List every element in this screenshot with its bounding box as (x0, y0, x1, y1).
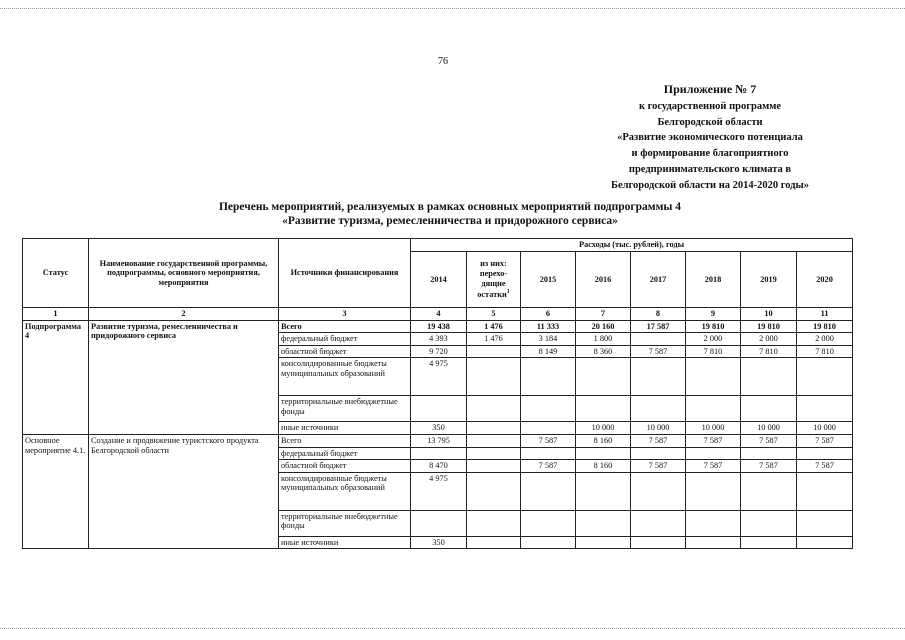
value-cell (576, 472, 631, 510)
value-cell (467, 447, 521, 460)
value-cell: 1 476 (467, 320, 521, 333)
source-cell: Всего (279, 320, 411, 333)
value-cell: 20 160 (576, 320, 631, 333)
value-cell (686, 472, 741, 510)
value-cell (411, 510, 467, 536)
value-cell (576, 536, 631, 549)
value-cell: 7 810 (797, 345, 853, 358)
value-cell: 7 810 (686, 345, 741, 358)
title-line-2: «Развитие туризма, ремесленничества и придорожного сервиса» (282, 215, 618, 227)
value-cell: 7 587 (797, 434, 853, 447)
value-cell (741, 472, 797, 510)
source-cell: консолидированные бюджеты муниципальных образований (279, 358, 411, 396)
name-cell: Создание и продвижение туристского продукта Белгородской области (89, 434, 279, 548)
status-cell: Подпрограмма 4 (23, 320, 89, 434)
appendix-line: Белгородской области (657, 116, 763, 128)
value-cell: 7 587 (521, 460, 576, 473)
value-cell: 1 476 (467, 333, 521, 346)
value-cell: 10 000 (741, 422, 797, 435)
value-cell (467, 358, 521, 396)
column-index: 1 (23, 308, 89, 321)
value-cell (686, 396, 741, 422)
value-cell: 19 810 (741, 320, 797, 333)
value-cell (467, 472, 521, 510)
header-year: 2015 (521, 252, 576, 308)
header-year: 2017 (631, 252, 686, 308)
value-cell: 7 587 (521, 434, 576, 447)
value-cell: 1 800 (576, 333, 631, 346)
value-cell: 10 000 (686, 422, 741, 435)
value-cell (631, 333, 686, 346)
value-cell: 19 810 (797, 320, 853, 333)
source-cell: областной бюджет (279, 345, 411, 358)
document-title (110, 200, 790, 228)
page-number: 76 (438, 56, 448, 67)
value-cell (467, 510, 521, 536)
value-cell: 350 (411, 536, 467, 549)
header-of-them: из них: перехо-дящие остатки$^1$ (467, 252, 521, 308)
value-cell (686, 447, 741, 460)
value-cell (467, 396, 521, 422)
value-cell: 10 000 (576, 422, 631, 435)
value-cell (411, 396, 467, 422)
value-cell (576, 510, 631, 536)
column-index: 9 (686, 308, 741, 321)
value-cell: 350 (411, 422, 467, 435)
value-cell (631, 472, 686, 510)
header-name: Наименование государственной программы, подпрограммы, основного мероприятия, мероприятия (89, 239, 279, 308)
value-cell: 8 360 (576, 345, 631, 358)
header-source: Источники финансирования (279, 239, 411, 308)
value-cell (631, 396, 686, 422)
value-cell (797, 472, 853, 510)
value-cell: 10 000 (631, 422, 686, 435)
header-status: Статус (23, 239, 89, 308)
value-cell (467, 345, 521, 358)
value-cell: 7 587 (686, 460, 741, 473)
value-cell (797, 358, 853, 396)
title-line-1: Перечень мероприятий, реализуемых в рамках основных мероприятий подпрограммы 4 (218, 201, 682, 213)
value-cell (741, 396, 797, 422)
source-cell: федеральный бюджет (279, 333, 411, 346)
header-expenses: Расходы (тыс. рублей), годы (411, 239, 853, 252)
header-year: 2014 (411, 252, 467, 308)
column-index: 6 (521, 308, 576, 321)
value-cell (797, 510, 853, 536)
value-cell: 4 975 (411, 472, 467, 510)
value-cell (686, 510, 741, 536)
column-index: 10 (741, 308, 797, 321)
value-cell (686, 358, 741, 396)
source-cell: территориальные внебюджетные фонды (279, 510, 411, 536)
footnote-mark: 1 (506, 289, 510, 296)
value-cell: 8 470 (411, 460, 467, 473)
value-cell (741, 510, 797, 536)
value-cell: 2 000 (797, 333, 853, 346)
source-cell: областной бюджет (279, 460, 411, 473)
value-cell (411, 447, 467, 460)
source-cell: иные источники (279, 422, 411, 435)
value-cell (521, 536, 576, 549)
value-cell: 8 149 (521, 345, 576, 358)
header-year: 2016 (576, 252, 631, 308)
value-cell (521, 396, 576, 422)
value-cell (797, 447, 853, 460)
value-cell: 7 810 (741, 345, 797, 358)
appendix-line: «Развитие экономического потенциала (617, 132, 803, 144)
value-cell (741, 447, 797, 460)
column-index: 4 (411, 308, 467, 321)
value-cell: 4 975 (411, 358, 467, 396)
column-index: 2 (89, 308, 279, 321)
value-cell: 7 587 (741, 434, 797, 447)
column-index-row (23, 308, 853, 321)
value-cell: 19 810 (686, 320, 741, 333)
column-index: 11 (797, 308, 853, 321)
value-cell (521, 510, 576, 536)
value-cell (521, 472, 576, 510)
value-cell: 2 000 (741, 333, 797, 346)
column-index: 3 (279, 308, 411, 321)
column-index: 7 (576, 308, 631, 321)
value-cell: 17 587 (631, 320, 686, 333)
value-cell (631, 358, 686, 396)
value-cell (576, 358, 631, 396)
source-cell: консолидированные бюджеты муниципальных образований (279, 472, 411, 510)
scan-edge-top (0, 8, 905, 10)
table-row (23, 320, 853, 333)
value-cell (521, 422, 576, 435)
value-cell: 4 393 (411, 333, 467, 346)
value-cell: 3 184 (521, 333, 576, 346)
value-cell: 8 160 (576, 434, 631, 447)
value-cell (467, 434, 521, 447)
header-year: 2019 (741, 252, 797, 308)
value-cell (631, 447, 686, 460)
name-cell: Развитие туризма, ремесленничества и придорожного сервиса (89, 320, 279, 434)
header-year: 2018 (686, 252, 741, 308)
appendix-line: к государственной программе (638, 100, 782, 112)
value-cell: 7 587 (686, 434, 741, 447)
value-cell (576, 396, 631, 422)
value-cell (686, 536, 741, 549)
value-cell (631, 536, 686, 549)
appendix-line: предпринимательского климата в (628, 163, 792, 175)
value-cell (741, 358, 797, 396)
table-body (23, 320, 853, 549)
table-row (23, 434, 853, 447)
value-cell (467, 422, 521, 435)
value-cell: 10 000 (797, 422, 853, 435)
appendix-header (560, 82, 860, 194)
value-cell: 7 587 (631, 460, 686, 473)
appendix-line: Белгородской области на 2014-2020 годы» (611, 179, 809, 191)
value-cell (797, 396, 853, 422)
source-cell: иные источники (279, 536, 411, 549)
source-cell: федеральный бюджет (279, 447, 411, 460)
value-cell (521, 358, 576, 396)
appendix-line: и формирование благоприятного (631, 148, 789, 160)
column-index: 8 (631, 308, 686, 321)
column-index: 5 (467, 308, 521, 321)
status-cell: Основное мероприятие 4.1. (23, 434, 89, 548)
value-cell: 8 160 (576, 460, 631, 473)
source-cell: территориальные внебюджетные фонды (279, 396, 411, 422)
source-cell: Всего (279, 434, 411, 447)
value-cell: 11 333 (521, 320, 576, 333)
value-cell: 9 720 (411, 345, 467, 358)
value-cell: 2 000 (686, 333, 741, 346)
value-cell (797, 536, 853, 549)
value-cell (467, 536, 521, 549)
value-cell: 7 587 (631, 345, 686, 358)
measures-table (22, 238, 853, 549)
value-cell: 19 438 (411, 320, 467, 333)
value-cell: 7 587 (741, 460, 797, 473)
value-cell: 7 587 (797, 460, 853, 473)
value-cell (521, 447, 576, 460)
value-cell: 13 795 (411, 434, 467, 447)
scan-edge-bottom (0, 628, 905, 630)
appendix-line: Приложение № 7 (663, 82, 757, 96)
value-cell: 7 587 (631, 434, 686, 447)
value-cell (576, 447, 631, 460)
value-cell (631, 510, 686, 536)
header-year: 2020 (797, 252, 853, 308)
value-cell (741, 536, 797, 549)
value-cell (467, 460, 521, 473)
